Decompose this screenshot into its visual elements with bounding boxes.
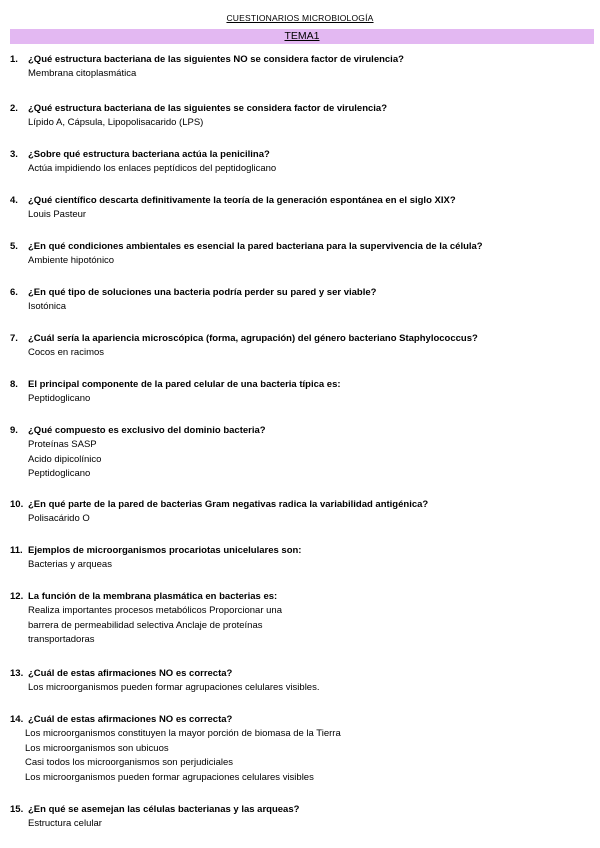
question-item <box>0 148 590 177</box>
question-text: ¿Qué estructura bacteriana de las siguientes se considera factor de virulencia? <box>28 103 388 114</box>
question-number: 3. <box>10 149 18 160</box>
answer-line: Casi todos los microorganismos son perjudiciales <box>25 757 234 768</box>
question-number: 4. <box>10 195 18 206</box>
question-number: 2. <box>10 103 18 114</box>
question-item <box>0 713 590 785</box>
question-item <box>0 53 590 82</box>
topic-heading-bar <box>10 29 594 44</box>
answer-line: Proteínas SASP <box>28 439 97 450</box>
question-text: ¿Sobre qué estructura bacteriana actúa la penicilina? <box>28 149 270 160</box>
question-number: 7. <box>10 333 18 344</box>
question-text: Ejemplos de microorganismos procariotas unicelulares son: <box>28 545 302 556</box>
question-text: ¿Qué científico descarta definitivamente la teoría de la generación espontánea en el siglo XIX? <box>28 195 456 206</box>
answer-line: Cocos en racimos <box>28 347 105 358</box>
question-text: ¿Cuál de estas afirmaciones NO es correcta? <box>28 668 233 679</box>
question-item <box>0 424 590 482</box>
answer-line: Acido dipicolínico <box>28 453 102 465</box>
question-number: 9. <box>10 425 18 436</box>
answer-line: barrera de permeabilidad selectiva Anclaje de proteínas <box>28 619 263 631</box>
question-text: El principal componente de la pared celular de una bacteria típica es: <box>28 379 341 390</box>
answer-line: Estructura celular <box>28 818 102 829</box>
answer-line: Lípido A, Cápsula, Lipopolisacarido (LPS) <box>28 117 204 128</box>
question-number: 13. <box>10 668 24 679</box>
topic-heading: TEMA1 <box>284 30 320 42</box>
answer-line: Isotónica <box>28 301 67 312</box>
answer-line: Polisacárido O <box>28 513 90 524</box>
question-item <box>0 240 590 269</box>
question-item <box>0 667 590 696</box>
question-item <box>0 590 590 648</box>
question-text: ¿Cuál sería la apariencia microscópica (forma, agrupación) del género bacteriano Staphylococcus? <box>28 333 478 344</box>
question-item <box>0 286 590 315</box>
question-text: ¿Qué estructura bacteriana de las siguientes NO se considera factor de virulencia? <box>28 54 404 65</box>
question-item <box>0 498 590 527</box>
question-text: ¿Qué compuesto es exclusivo del dominio bacteria? <box>28 425 266 436</box>
answer-line: Louis Pasteur <box>28 209 87 220</box>
answer-line: Los microorganismos pueden formar agrupaciones celulares visibles <box>25 771 314 783</box>
answer-line: transportadoras <box>28 634 95 645</box>
answer-line: Bacterias y arqueas <box>28 559 112 570</box>
question-text: ¿En qué tipo de soluciones una bacteria podría perder su pared y ser viable? <box>28 287 377 298</box>
question-item <box>0 803 590 832</box>
answer-line: Ambiente hipotónico <box>28 255 115 266</box>
question-text: ¿En qué se asemejan las células bacterianas y las arqueas? <box>28 804 300 815</box>
question-item <box>0 102 590 131</box>
question-number: 10. <box>10 499 24 510</box>
question-item <box>0 332 590 361</box>
answer-line: Actúa impidiendo los enlaces peptídicos del peptidoglicano <box>28 163 277 174</box>
question-text: ¿Cuál de estas afirmaciones NO es correcta? <box>28 714 233 725</box>
question-number: 6. <box>10 287 18 298</box>
answer-line: Los microorganismos son ubicuos <box>25 742 169 754</box>
answer-line: Peptidoglicano <box>28 393 91 404</box>
answer-line: Peptidoglicano <box>28 468 91 479</box>
question-number: 11. <box>10 545 23 556</box>
question-number: 8. <box>10 379 18 390</box>
document-title: CUESTIONARIOS MICROBIOLOGÍA <box>226 13 374 23</box>
question-item <box>0 194 590 223</box>
question-item <box>0 378 590 407</box>
answer-line: Membrana citoplasmática <box>28 68 137 79</box>
answer-line: Realiza importantes procesos metabólicos Proporcionar una <box>28 605 282 616</box>
question-number: 15. <box>10 804 24 815</box>
question-text: La función de la membrana plasmática en bacterias es: <box>28 591 278 602</box>
answer-line: Los microorganismos constituyen la mayor porción de biomasa de la Tierra <box>25 728 341 739</box>
question-number: 12. <box>10 591 24 602</box>
question-number: 5. <box>10 241 18 252</box>
question-item <box>0 544 590 573</box>
question-text: ¿En qué condiciones ambientales es esencial la pared bacteriana para la supervivencia de la célula? <box>28 241 483 252</box>
question-number: 1. <box>10 54 18 65</box>
question-number: 14. <box>10 714 24 725</box>
answer-line: Los microorganismos pueden formar agrupaciones celulares visibles. <box>28 682 320 693</box>
question-text: ¿En qué parte de la pared de bacterias Gram negativas radica la variabilidad antigénica? <box>28 499 429 510</box>
